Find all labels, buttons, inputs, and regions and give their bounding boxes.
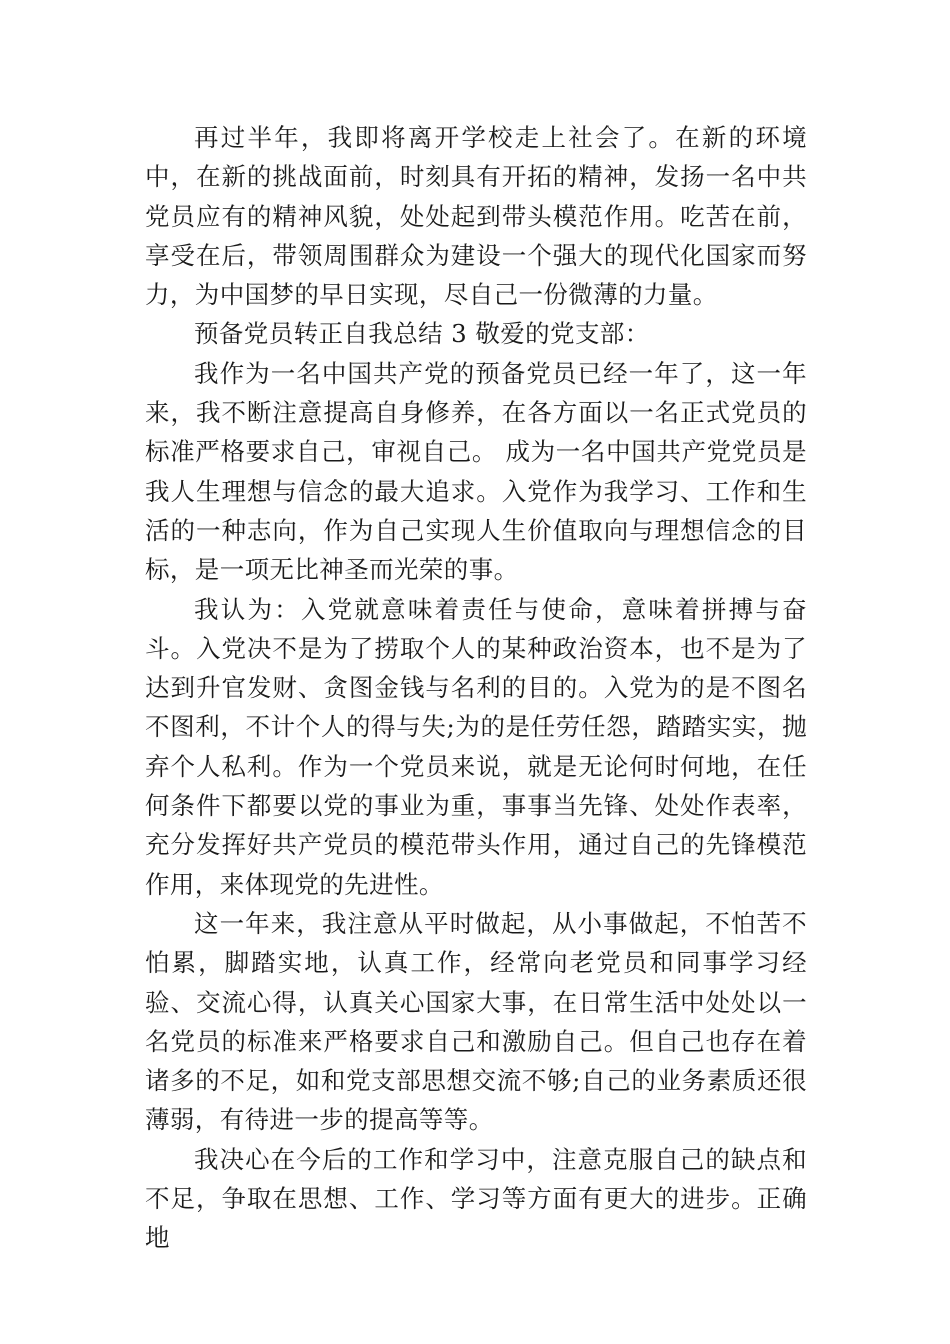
paragraph-5: 这一年来，我注意从平时做起，从小事做起，不怕苦不怕累，脚踏实地，认真工作，经常向老党员和同事学习经验、交流心得，认真关心国家大事，在日常生活中处处以一名党员的标准来严格要求自己和激励自己。但自己也存在着诸多的不足，如和党支部思想交流不够;自己的业务素质还很薄弱，有待进一步的提高等等。 xyxy=(145,908,807,1135)
document-body xyxy=(145,118,807,1258)
paragraph-1: 再过半年，我即将离开学校走上社会了。在新的环境中，在新的挑战面前，时刻具有开拓的精神，发扬一名中共党员应有的精神风貌，处处起到带头模范作用。吃苦在前，享受在后，带领周围群众为建设一个强大的现代化国家而努力，为中国梦的早日实现，尽自己一份微薄的力量。 xyxy=(145,123,807,310)
paragraph-3: 我作为一名中国共产党的预备党员已经一年了，这一年来，我不断注意提高自身修养，在各方面以一名正式党员的标准严格要求自己，审视自己。 成为一名中国共产党党员是我人生理想与信念的最大追求。入党作为我学习、工作和生活的一种志向，作为自己实现人生价值取向与理想信念的目标，是一项无比神圣而光荣的事。 xyxy=(145,358,807,585)
paragraph-6: 我决心在今后的工作和学习中，注意克服自己的缺点和不足，争取在思想、工作、学习等方面有更大的进步。正确地 xyxy=(145,1144,807,1253)
paragraph-4: 我认为：入党就意味着责任与使命，意味着拼搏与奋斗。入党决不是为了捞取个人的某种政治资本，也不是为了达到升官发财、贪图金钱与名利的目的。入党为的是不图名不图利，不计个人的得与失;为的是任劳任怨，踏踏实实，抛弃个人私利。作为一个党员来说，就是无论何时何地，在任何条件下都要以党的事业为重，事事当先锋、处处作表率，充分发挥好共产党员的模范带头作用，通过自己的先锋模范作用，来体现党的先进性。 xyxy=(145,594,807,899)
paragraph-2-heading: 预备党员转正自我总结 3 敬爱的党支部： xyxy=(194,319,650,349)
